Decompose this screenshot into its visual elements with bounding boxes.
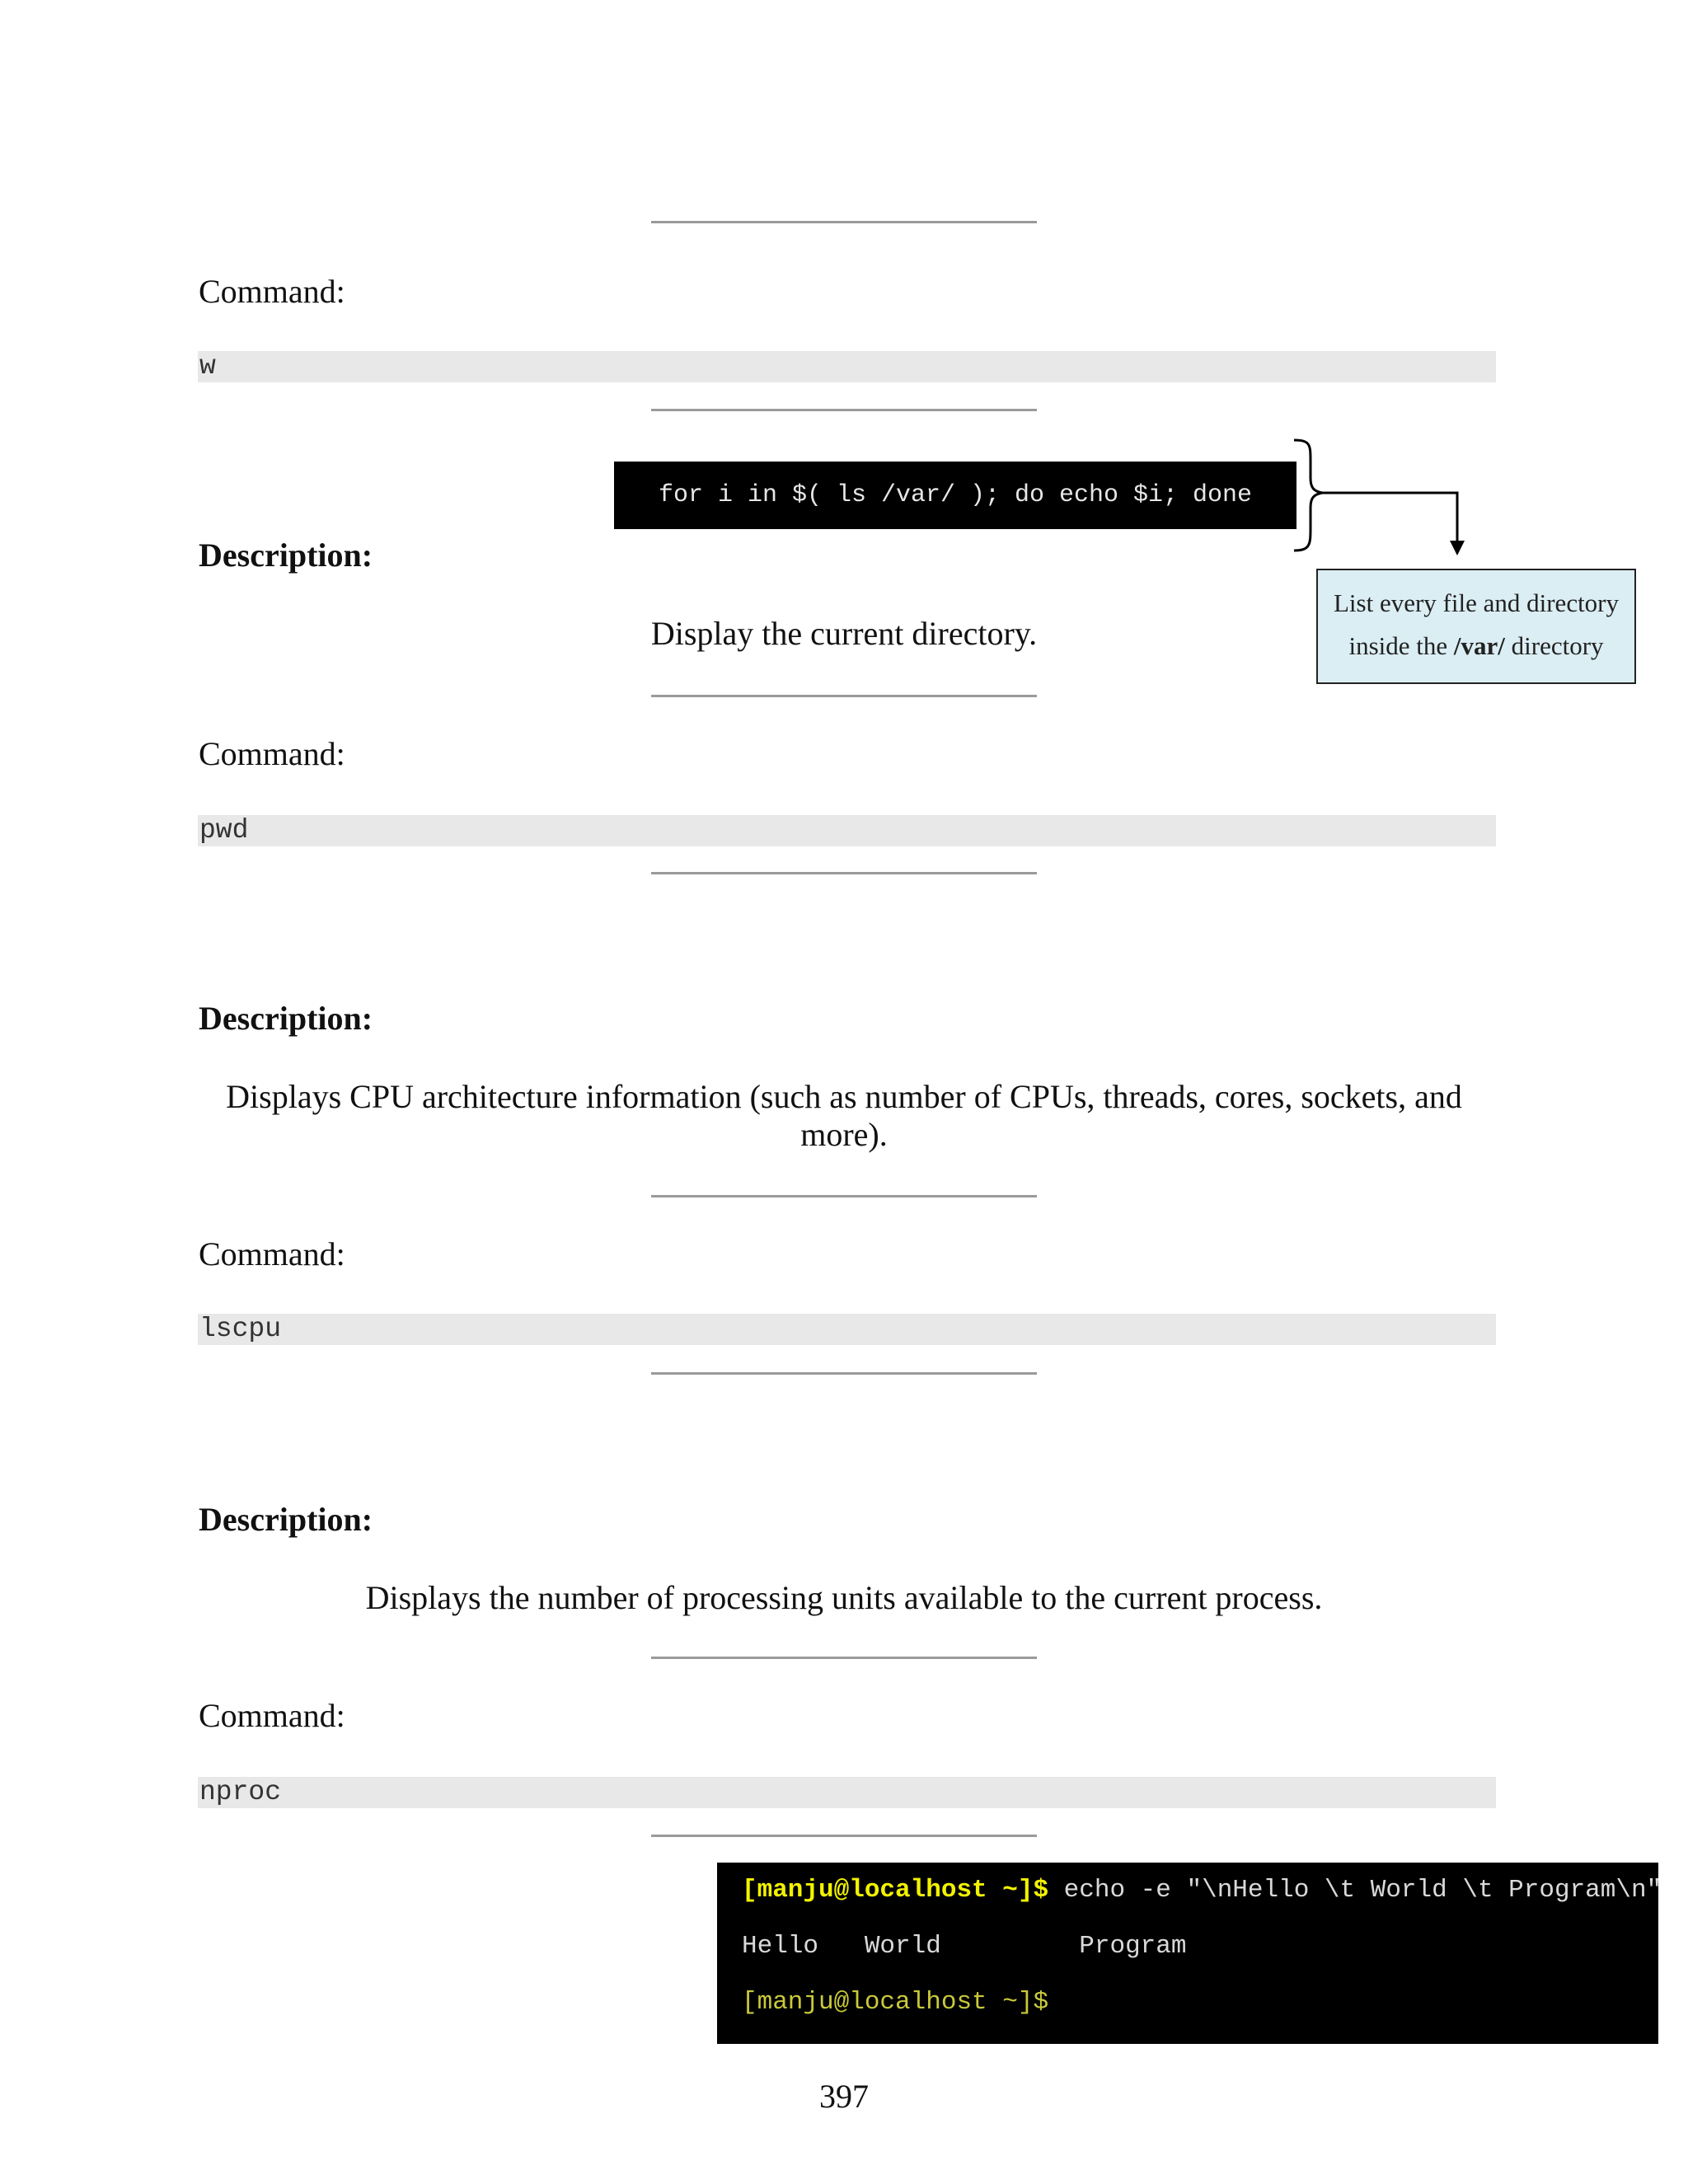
command-label: Command: xyxy=(199,273,345,310)
separator-rule xyxy=(651,1657,1037,1659)
separator-rule xyxy=(651,1195,1037,1197)
callout-line-1: List every file and directory xyxy=(1333,588,1620,617)
brace-arrow-icon xyxy=(1286,437,1467,560)
command-label: Command: xyxy=(199,1697,345,1734)
terminal-command: echo -e "\nHello \t World \t Program\n" xyxy=(1048,1876,1662,1905)
loop-code: for i in $( ls /var/ ); do echo $i; done xyxy=(658,481,1253,509)
command-code: nproc xyxy=(198,1777,1496,1808)
terminal-command-line xyxy=(742,1876,1662,1905)
separator-rule xyxy=(651,695,1037,697)
separator-rule xyxy=(651,1372,1037,1375)
separator-rule xyxy=(651,409,1037,411)
command-code: pwd xyxy=(198,815,1496,846)
callout-line-2: inside the /var/ directory xyxy=(1348,631,1604,660)
command-label: Command: xyxy=(199,735,345,772)
loop-code-box xyxy=(614,462,1296,529)
description-text: Display the current directory. xyxy=(650,615,1038,652)
description-text: Displays CPU architecture information (such as number of CPUs, threads, cores, sockets, and more). xyxy=(226,1078,1462,1153)
terminal-screenshot xyxy=(717,1863,1662,2044)
command-code: lscpu xyxy=(198,1314,1496,1345)
terminal-prompt: [manju@localhost ~]$ xyxy=(742,1876,1049,1905)
callout-bold-path: /var/ xyxy=(1453,631,1505,660)
command-code: w xyxy=(198,351,1496,382)
command-label: Command: xyxy=(199,1235,345,1272)
terminal-prompt: [manju@localhost ~]$ xyxy=(742,1988,1049,2017)
description-heading: Description: xyxy=(199,1000,373,1037)
separator-rule xyxy=(651,1835,1037,1837)
description-text: Displays the number of processing units available to the current process. xyxy=(365,1579,1323,1616)
description-heading: Description: xyxy=(199,537,373,574)
separator-rule xyxy=(651,221,1037,223)
separator-rule xyxy=(651,872,1037,874)
terminal-output: Hello World Program xyxy=(742,1932,1187,1961)
description-heading: Description: xyxy=(199,1501,373,1538)
page-number: 397 xyxy=(819,2078,869,2115)
